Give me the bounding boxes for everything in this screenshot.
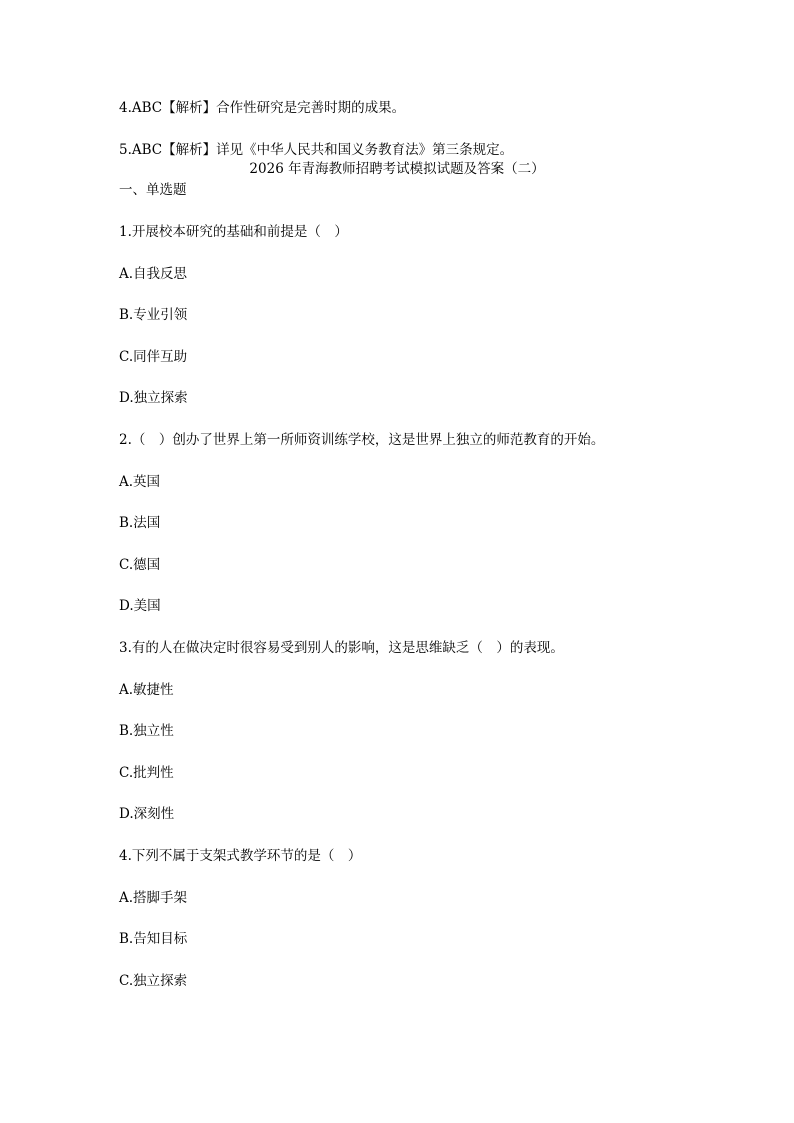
question-1-option-c: C.同伴互助	[119, 349, 188, 365]
question-4-option-c: C.独立探索	[119, 973, 188, 989]
section-heading: 一、单选题	[119, 182, 187, 198]
question-3-option-d: D.深刻性	[119, 806, 175, 822]
question-2-option-a: A.英国	[119, 474, 161, 490]
question-1-option-a: A.自我反思	[119, 266, 188, 282]
question-2-option-c: C.德国	[119, 557, 161, 573]
document-title: 2026 年青海教师招聘考试模拟试题及答案（二）	[249, 161, 545, 177]
question-2-option-b: B.法国	[119, 515, 161, 531]
question-4-option-b: B.告知目标	[119, 931, 188, 947]
previous-answer-4: 4.ABC【解析】合作性研究是完善时期的成果。	[119, 100, 406, 116]
question-3-option-b: B.独立性	[119, 723, 174, 739]
question-1-option-b: B.专业引领	[119, 307, 188, 323]
previous-answer-5: 5.ABC【解析】详见《中华人民共和国义务教育法》第三条规定。	[119, 142, 514, 158]
question-3-stem: 3.有的人在做决定时很容易受到别人的影响，这是思维缺乏（ ）的表现。	[119, 640, 564, 656]
question-3-option-c: C.批判性	[119, 765, 174, 781]
question-4-option-a: A.搭脚手架	[119, 890, 188, 906]
question-2-option-d: D.美国	[119, 598, 161, 614]
question-2-stem: 2.（ ）创办了世界上第一所师资训练学校，这是世界上独立的师范教育的开始。	[119, 432, 605, 448]
question-1-stem: 1.开展校本研究的基础和前提是（ ）	[119, 224, 348, 240]
question-1-option-d: D.独立探索	[119, 390, 188, 406]
question-3-option-a: A.敏捷性	[119, 682, 174, 698]
question-4-stem: 4.下列不属于支架式教学环节的是（ ）	[119, 848, 362, 864]
